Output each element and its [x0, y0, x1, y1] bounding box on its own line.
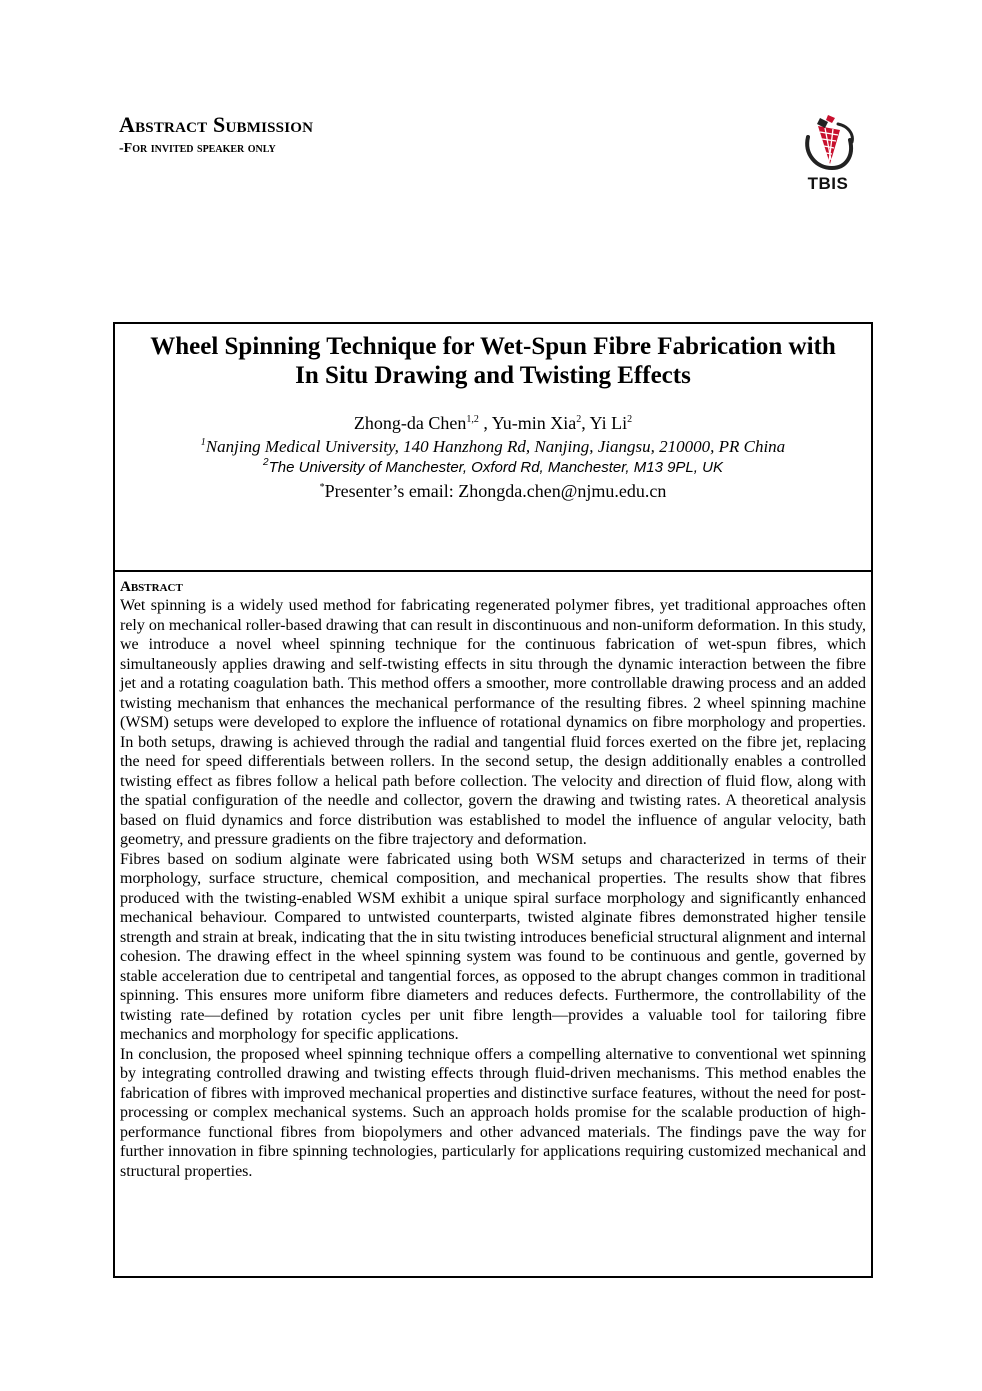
abstract-form [113, 322, 873, 1278]
affiliation-1 [115, 437, 871, 457]
presenter-mark: * [319, 482, 325, 493]
affiliation-text: Nanjing Medical University, 140 Hanzhong Rd, Nanjing, Jiangsu, 210000, PR China [205, 437, 786, 456]
paper-title [115, 332, 871, 390]
abstract-heading: Abstract [120, 579, 183, 595]
abstract-paragraph: Fibres based on sodium alginate were fabricated using both WSM setups and characterized in terms of their morphology, surface structure, chemical composition, and mechanical properties. The results show that fibres produced with the twisting-enabled WSM exhibit a unique spiral surface morphology and significantly enhanced mechanical behaviour. Compared to untwisted counterparts, twisted alginate fibres demonstrated higher tensile strength and strain at break, indicating that the in situ twisting introduces beneficial structural alignment and internal cohesion. The drawing effect in the wheel spinning system was found to be continuous and gentle, governed by stable acceleration due to centripetal and tangential forces, as opposed to the abrupt changes common in traditional spinning. This ensures more uniform fibre diameters and reduces defects. Furthermore, the controllability of the twisting rate—defined by rotation cycles per unit fibre length—provides a valuable tool for tailoring fibre mechanics and morphology for specific applications. [120, 850, 867, 1043]
affiliation-mark: 2 [263, 457, 269, 468]
affiliation-mark: 1 [200, 437, 206, 448]
presenter-email [115, 480, 871, 502]
author-name: Yi Li [589, 413, 628, 433]
title-section [115, 324, 871, 572]
submission-header [119, 114, 313, 156]
abstract-paragraph: Wet spinning is a widely used method for fabricating regenerated polymer fibres, yet traditional approaches often rely on mechanical roller-based drawing that can result in discontinuous and non-uniform deformation. In this study, we introduce a novel wheel spinning technique for the continuous fabrication of wet-spun fibres, which simultaneously applies drawing and self-twisting effects in situ through the dynamic interaction between the fibre jet and a rotating coagulation bath. This method offers a smoother, more controllable drawing process and an added twisting mechanism that enhances the mechanical performance of the resulting fibres. 2 wheel spinning machine (WSM) setups were developed to explore the influence of rotational dynamics on fibre morphology and properties. In both setups, drawing is achieved through the radial and tangential fluid forces exerted on the fibre jet, replacing the need for speed differentials between rollers. In the second setup, the design additionally enables a controlled twisting effect as fibres follow a helical path before collection. The velocity and direction of fluid flow, along with the spatial configuration of the needle and collector, govern the drawing and twisting rates. A theoretical analysis based on fluid dynamics and force distribution was established to model the influence of angular velocity, bath geometry, and pressure gradients on the fibre trajectory and deformation. [120, 597, 866, 848]
author-affiliation-mark: 2 [627, 414, 633, 425]
tbis-logo [798, 112, 858, 198]
presenter-email-text: Presenter’s email: Zhongda.chen@njmu.edu.cn [324, 481, 667, 501]
affiliation-text: The University of Manchester, Oxford Rd, Manchester, M13 9PL, UK [268, 459, 723, 476]
author-name: Yu-min Xia [491, 413, 577, 433]
submission-subtitle: -For invited speaker only [119, 141, 276, 156]
author-name: Zhong-da Chen [353, 413, 467, 433]
tbis-logo-icon [798, 112, 858, 174]
submission-title: Abstract Submission [119, 112, 314, 137]
author-affiliation-mark: 2 [576, 414, 582, 425]
logo-text: TBIS [807, 174, 849, 193]
affiliation-2 [115, 458, 871, 478]
abstract-section [120, 578, 866, 1181]
author-separator: , [581, 413, 590, 433]
paper-title-line-1: Wheel Spinning Technique for Wet-Spun Fibre Fabrication with [150, 333, 836, 360]
paper-title-line-2: In Situ Drawing and Twisting Effects [295, 362, 691, 389]
author-separator: , [478, 413, 492, 433]
abstract-paragraph: In conclusion, the proposed wheel spinning technique offers a compelling alternative to conventional wet spinning by integrating controlled drawing and twisting effects through fluid-driven mechanisms. This method enables the fabrication of fibres with improved mechanical properties and distinctive surface features, without the need for post-processing or complex mechanical systems. Such an approach holds promise for the scalable production of high-performance functional fibres from biopolymers and other advanced materials. The findings pave the way for further innovation in fibre spinning technologies, particularly for applications requiring customized mechanical and structural properties. [120, 1045, 866, 1180]
author-affiliation-mark: 1,2 [466, 414, 479, 425]
author-list [115, 413, 871, 433]
